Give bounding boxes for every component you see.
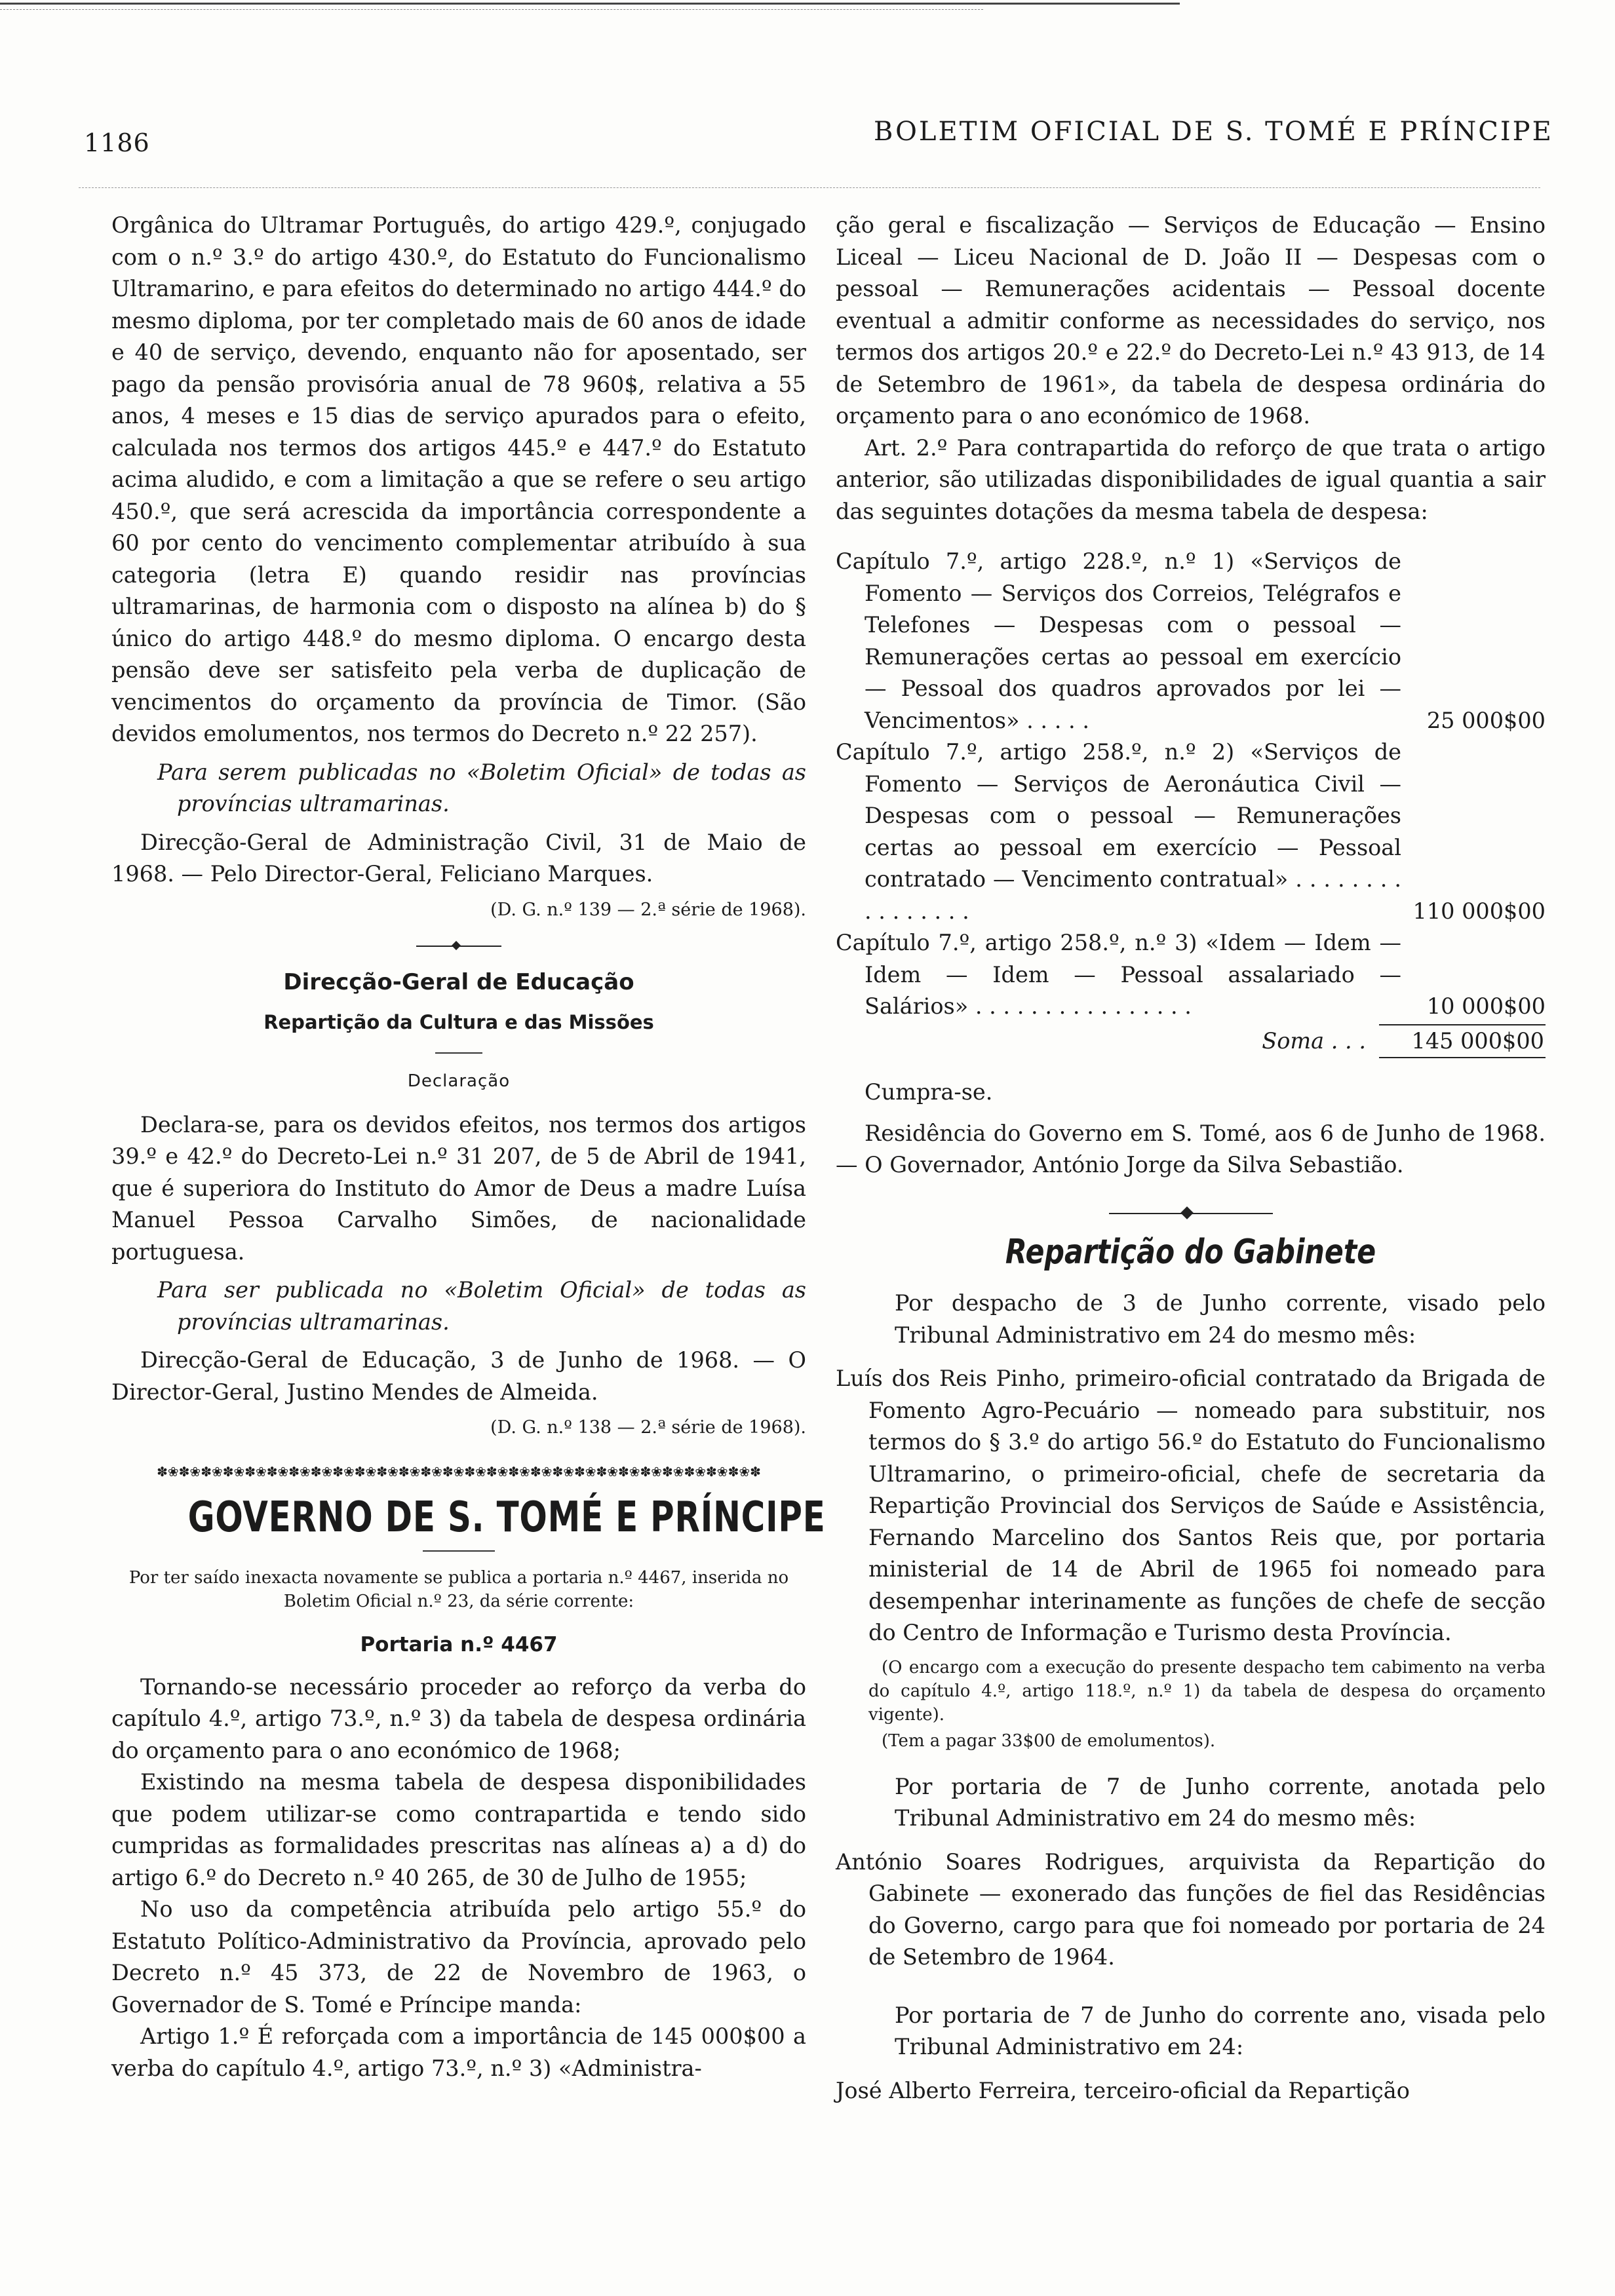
running-title: BOLETIM OFICIAL DE S. TOMÉ E PRÍNCIPE (874, 117, 1553, 147)
chapter-entry-amount: 10 000$00 (1426, 993, 1546, 1019)
governor-signature: Residência do Governo em S. Tomé, aos 6 de Junho de 1968. — O Governador, António Jorge da Silva Sebastião. (836, 1120, 1546, 1177)
portaria-paragraph-1: Tornando-se necessário proceder ao reforço da verba do capítulo 4.º, artigo 73.º, n.º 3) da tabela de despesa ordinária do orçamento para o ano económico de 1968; (111, 1674, 806, 1763)
despacho-1-note-2: (Tem a pagar 33$00 de emolumentos). (882, 1731, 1216, 1751)
government-title: GOVERNO DE S. TOMÉ E PRÍNCIPE (187, 1493, 826, 1542)
despacho-3-intro: Por portaria de 7 de Junho do corrente ano, visada pelo Tribunal Administrativo em 24: (895, 2002, 1546, 2059)
chapter-entry-amount: 25 000$00 (1426, 707, 1546, 733)
sum-row (836, 1024, 1546, 1059)
dg-reference-2: (D. G. n.º 138 — 2.ª série de 1968). (490, 1417, 806, 1438)
dg-education-signature: Direcção-Geral de Educação, 3 de Junho de 1968. — O Director-Geral, Justino Mendes de Almeida. (111, 1347, 806, 1405)
header-rule (79, 187, 1540, 188)
publication-note-2: Para ser publicada no «Boletim Oficial» de todas as províncias ultramarinas. (157, 1277, 806, 1335)
sum-label: Soma . . . (1262, 1027, 1366, 1054)
right-column (836, 210, 1546, 2107)
portaria-title: Portaria n.º 4467 (360, 1633, 558, 1656)
publication-note-1: Para serem publicadas no «Boletim Oficial» de todas as províncias ultramarinas. (157, 759, 806, 816)
spacer (836, 1835, 1546, 1846)
short-rule-1 (435, 1052, 482, 1054)
spacer (836, 2063, 1546, 2075)
repartition-title: Repartição do Gabinete (1005, 1232, 1376, 1272)
chapter-entry-text: Capítulo 7.º, artigo 258.º, n.º 2) «Serviços de Fomento — Serviços de Aeronáutica Civil — Despesas com o pessoal — Remunerações certas ao pessoal em exercício — Pessoal contratado — Vencimento contratual» . . . . . . . . . . . . . . . . (836, 739, 1401, 924)
errata-note: Por ter saído inexacta novamente se publica a portaria n.º 4467, inserida no Boletim Oficial n.º 23, da série corrente: (128, 1568, 789, 1611)
article-1-continuation: ção geral e fiscalização — Serviços de Educação — Ensino Liceal — Liceu Nacional de D. João II — Despesas com o pessoal — Remunerações acidentais — Pessoal docente eventual a admitir conforme as necessidades do serviço, nos termos dos artigos 20.º e 22.º do Decreto-Lei n.º 43 913, de 14 de Setembro de 1961», da tabela de despesa ordinária do orçamento para o ano económico de 1968. (836, 212, 1546, 429)
despacho-3-body: José Alberto Ferreira, terceiro-oficial da Repartição (836, 2077, 1410, 2103)
chapter-entry-2 (836, 737, 1546, 927)
separator-ornament-2 (1109, 1208, 1273, 1219)
top-edge-rule (0, 3, 1180, 5)
spacer (836, 1351, 1546, 1363)
despacho-1-intro: Por despacho de 3 de Junho corrente, visado pelo Tribunal Administrativo em 24 do mesmo mês: (895, 1290, 1546, 1348)
spacer (836, 1058, 1546, 1077)
despacho-1-note-1: (O encargo com a execução do presente despacho tem cabimento na verba do capítulo 4.º, artigo 118.º, n.º 1) da tabela de despesa do orçamento vigente). (868, 1657, 1546, 1725)
chapter-entry-amount: 110 000$00 (1412, 898, 1546, 924)
pension-paragraph: Orgânica do Ultramar Português, do artigo 429.º, conjugado com o n.º 3.º do artigo 430.º, do Estatuto do Funcionalismo Ultramarino, e para efeitos do determinado no artigo 444.º do mesmo diploma, por ter completado mais de 60 anos de idade e 40 de serviço, devendo, enquanto não for aposentado, ser pago da pensão provisória anual de 78 960$, relativa a 55 anos, 4 meses e 15 dias de serviço apurados para o efeito, calculada nos termos dos artigos 445.º e 447.º do Estatuto acima aludido, e com a limitação a que se refere o seu artigo 450.º, que será acrescida da importância correspondente a 60 por cento do vencimento complementar atribuído à sua categoria (letra E) quando residir nas províncias ultramarinas, de harmonia com o disposto na alínea b) do § único do artigo 448.º do mesmo diploma. O encargo desta pensão deve ser satisfeito pela verba de duplicação de vencimentos do orçamento da província de Timor. (São devidos emolumentos, nos termos do Decreto n.º 22 257). (111, 212, 806, 746)
spacer (836, 1109, 1546, 1118)
article-2: Art. 2.º Para contrapartida do reforço de que trata o artigo anterior, são utilizadas disponibilidades de igual quantia a sair das seguintes dotações da mesma tabela de despesa: (836, 434, 1546, 524)
cumpra-se: Cumpra-se. (865, 1079, 993, 1105)
despacho-1-body: Luís dos Reis Pinho, primeiro-oficial contratado da Brigada de Fomento Agro-Pecuário — nomeado para substituir, nos termos do § 3.º do artigo 56.º do Estatuto do Funcionalismo Ultramarino, o primeiro-oficial, chefe de secretaria da Repartição Provincial dos Serviços de Saúde e Assistência, Fernando Marcelino dos Santos Reis que, por portaria ministerial de 14 de Abril de 1965 foi nomeado para desempenhar interinamente as funções de chefe de secção do Centro de Informação e Turismo desta Província. (836, 1366, 1546, 1645)
spacer (836, 1753, 1546, 1771)
page-number: 1186 (84, 128, 150, 157)
chapter-entry-text: Capítulo 7.º, artigo 258.º, n.º 3) «Idem — Idem — Idem — Idem — Pessoal assalariado — Salários» . . . . . . . . . . . . . . . . (836, 930, 1401, 1019)
despacho-2-body: António Soares Rodrigues, arquivista da Repartição do Gabinete — exonerado das funções de fiel das Residências do Governo, cargo para que foi nomeado por portaria de 24 de Setembro de 1964. (836, 1848, 1546, 1970)
portaria-paragraph-2: Existindo na mesma tabela de despesa disponibilidades que podem utilizar-se como contrapartida e tendo sido cumpridas as formalidades prescritas nas alíneas a) a d) do artigo 6.º do Decreto n.º 40 265, de 30 de Julho de 1955; (111, 1769, 806, 1890)
chapter-entry-3 (836, 927, 1546, 1023)
top-edge-dashes (0, 9, 983, 10)
despacho-2-intro: Por portaria de 7 de Junho corrente, anotada pelo Tribunal Administrativo em 24 do mesmo mês: (895, 1773, 1546, 1831)
portaria-article-1: Artigo 1.º É reforçada com a importância de 145 000$00 a verba do capítulo 4.º, artigo 73.º, n.º 3) «Administra- (111, 2023, 806, 2081)
dg-admin-signature: Direcção-Geral de Administração Civil, 31 de Maio de 1968. — Pelo Director-Geral, Feliciano Marques. (111, 829, 806, 887)
declaration-text: Declara-se, para os devidos efeitos, nos termos dos artigos 39.º e 42.º do Decreto-Lei n.º 31 207, de 5 de Abril de 1941, que é superiora do Instituto do Amor de Deus a madre Luísa Manuel Pessoa Carvalho Simões, de nacionalidade portuguesa. (111, 1111, 806, 1265)
short-rule-2 (423, 1550, 495, 1552)
section-subtitle: Repartição da Cultura e das Missões (263, 1010, 654, 1033)
dg-reference-1: (D. G. n.º 139 — 2.ª série de 1968). (490, 899, 806, 920)
declaration-title: Declaração (407, 1071, 511, 1091)
chapter-entry-1 (836, 546, 1546, 737)
spacer (836, 1974, 1546, 2000)
chapter-entry-text: Capítulo 7.º, artigo 228.º, n.º 1) «Serviços de Fomento — Serviços dos Correios, Telégrafos e Telefones — Despesas com o pessoal — Remunerações certas ao pessoal em exercício — Pessoal dos quadros aprovados por lei — Vencimentos» . . . . . (836, 548, 1401, 733)
spacer (836, 527, 1546, 546)
sum-value: 145 000$00 (1379, 1024, 1546, 1059)
ornamental-border: ✽❀✽❀✽❀✽❀✽❀✽❀✽❀✽❀✽❀✽❀✽❀✽❀✽❀✽❀✽❀✽❀✽❀✽❀✽❀✽❀✽❀✽❀✽❀✽❀✽❀✽❀✽❀✽ (157, 1463, 761, 1480)
portaria-paragraph-3: No uso da competência atribuída pelo artigo 55.º do Estatuto Político-Administrativo da Província, aprovado pelo Decreto n.º 45 373, de 22 de Novembro de 1963, o Governador de S. Tomé e Príncipe manda: (111, 1896, 806, 2018)
separator-ornament-1 (416, 940, 501, 952)
section-title: Direcção-Geral de Educação (283, 969, 634, 995)
left-column (111, 210, 826, 2084)
